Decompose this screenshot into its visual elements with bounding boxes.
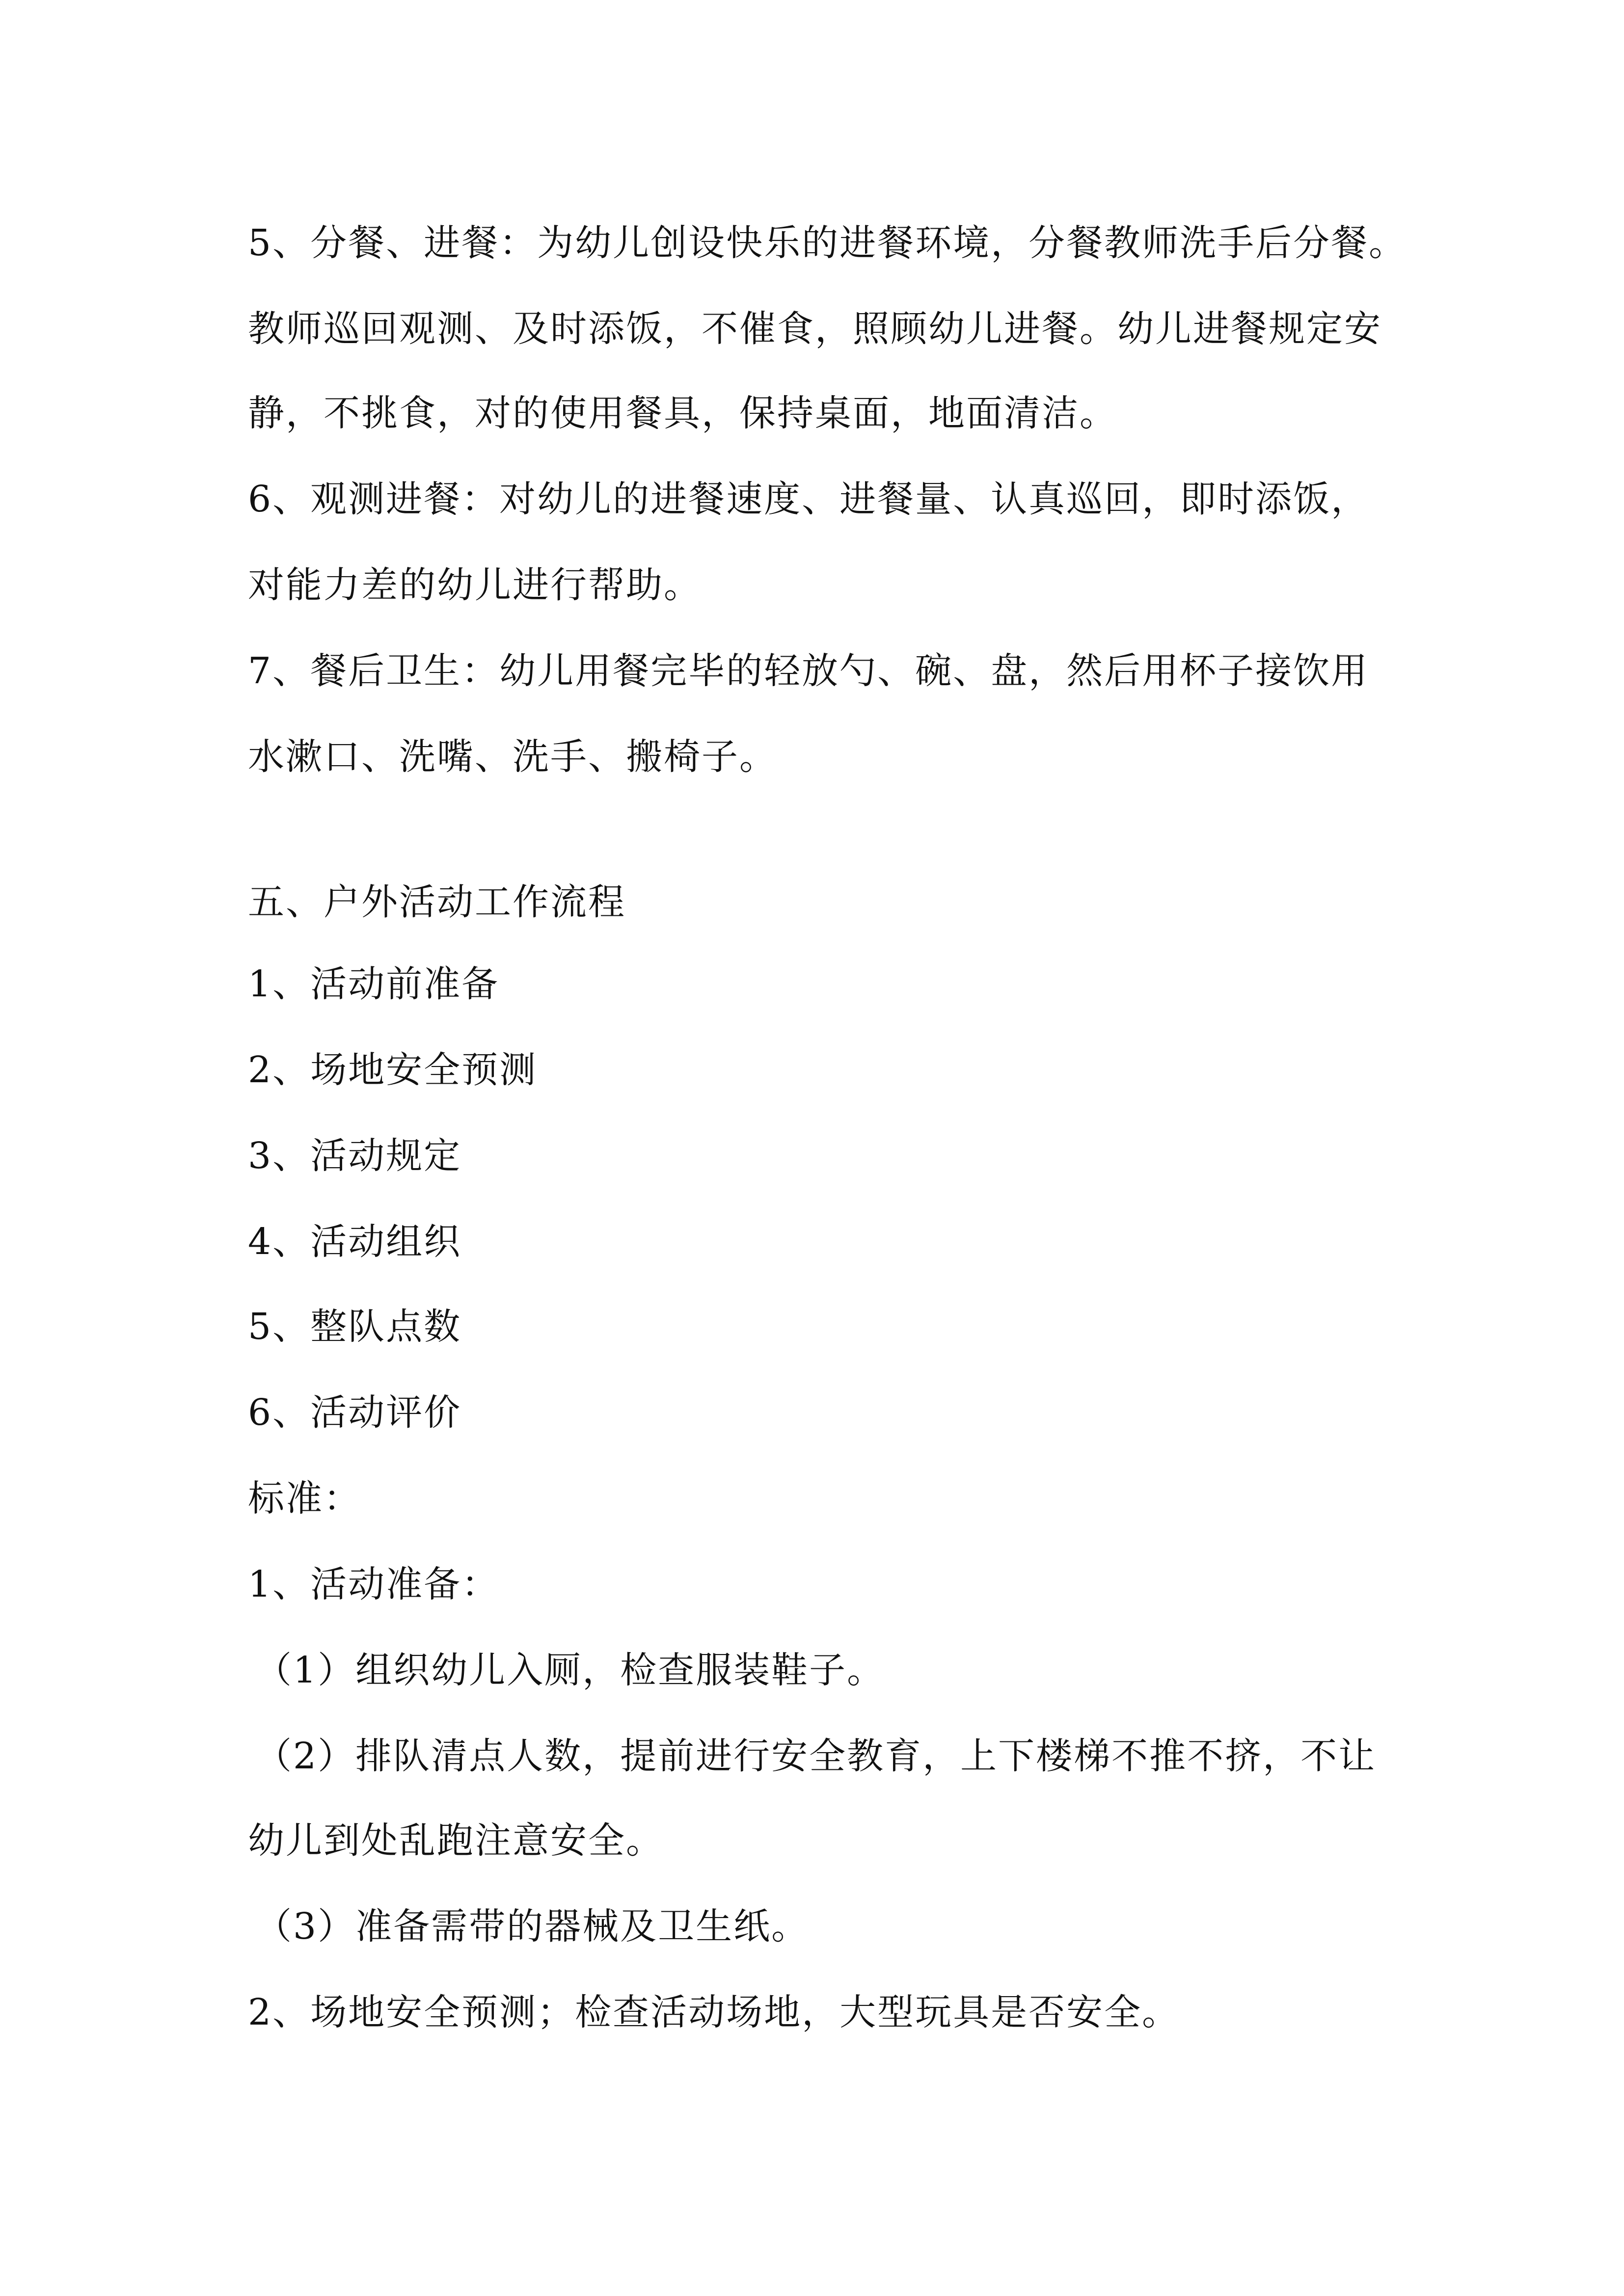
paragraph-line: 对能力差的幼儿进行帮助。	[248, 564, 702, 606]
list-item: 4、活动组织	[248, 1221, 462, 1263]
paragraph-line: 7、餐后卫生：幼儿用餐完毕的轻放勺、碗、盘，然后用杯子接饮用	[248, 650, 1369, 692]
paragraph-line: 幼儿到处乱跑注意安全。	[248, 1819, 664, 1862]
list-item: 6、活动评价	[248, 1391, 462, 1434]
standard-label: 标准：	[248, 1477, 361, 1520]
paragraph-line: 6、观测进餐：对幼儿的进餐速度、进餐量、认真巡回，即时添饭，	[248, 478, 1369, 520]
list-item: 1、活动准备：	[248, 1563, 500, 1605]
paragraph-line: 教师巡回观测、及时添饭，不催食，照顾幼儿进餐。幼儿进餐规定安	[248, 308, 1382, 350]
list-item: 2、场地安全预测	[248, 1049, 538, 1091]
list-item: 3、活动规定	[248, 1135, 462, 1177]
list-item: 1、活动前准备	[248, 963, 500, 1005]
sub-list-item: （2）排队清点人数，提前进行安全教育，上下楼梯不推不挤，不让	[255, 1735, 1377, 1777]
sub-list-item: （1）组织幼儿入厕，检查服装鞋子。	[255, 1649, 885, 1691]
paragraph-line: 5、分餐、进餐：为幼儿创设快乐的进餐环境，分餐教师洗手后分餐。	[248, 222, 1407, 264]
paragraph-line: 水漱口、洗嘴、洗手、搬椅子。	[248, 736, 777, 778]
section-heading: 五、户外活动工作流程	[248, 881, 626, 923]
list-item: 5、整队点数	[248, 1306, 462, 1348]
paragraph-line: 静，不挑食，对的使用餐具，保持桌面，地面清洁。	[248, 392, 1117, 434]
sub-list-item: （3）准备需带的器械及卫生纸。	[255, 1905, 810, 1948]
list-item: 2、场地安全预测；检查活动场地，大型玩具是否安全。	[248, 1991, 1180, 2033]
